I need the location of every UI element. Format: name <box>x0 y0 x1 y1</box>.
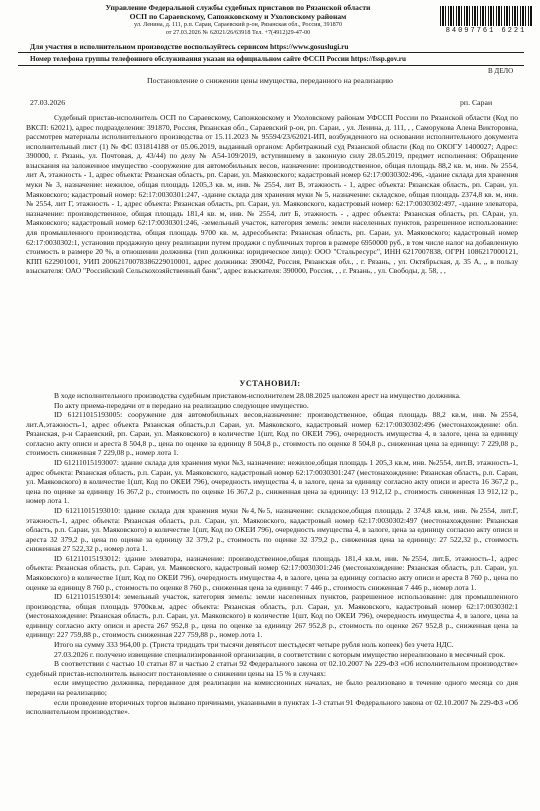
paragraph: В ходе исполнительного производства судебным приставом-исполнителем 28.08.2025 наложен арест на имущество должника. <box>54 391 461 400</box>
paragraph: ID 61211015193012: здание элеватора, назначение: производственное,общая площадь 181,4 кв.м, инв. №2554, лит.Б, этажность-1, адрес объекта: Рязанская область, р.п. Сараи, ул. Маяковского, кадастровый номер 62:17:0030301:246 (местонахождение: Рязанская область, р.п. Сараи, ул. Маяковского) в количестве 1(шт, Код по ОКЕИ 796), очередность имущества 4, в залоге, цена за единицу согласно акту описи и ареста 8 760 р., цена по оценке за единицу 8 760 р., стоимость по оценке 8 760 р., сниженная цена за единицу: 7 446 р., стоимость сниженная 7 446 р., номер лота 1. <box>26 553 518 592</box>
gosuslugi-notice: Для участия в исполнительном производстве воспользуйтесь сервисом https://www.gosuslugi.ru <box>30 42 349 51</box>
barcode <box>440 6 532 26</box>
agency-header <box>18 4 458 36</box>
document-number-phone: от 27.03.2026 № 62021/26/63918 Тел. +7(4912)29-47-00 <box>165 28 311 36</box>
findings-section <box>26 391 518 717</box>
paragraph: ID 61211015193005: сооружение для автомобильных весов,назначение: производственное, общая площадь 88,2 кв.м, инв.№2554, лит.А,этажность-1, адрес объекта Рязанская область,р.п Сараи, ул. Маяковского, кадастровый номер 62:17:0030302:496 (местонахождение: обл. Рязанская, р-н Сараевский, рп. Сараи, ул. Маяковского) в количестве 1(шт, Код по ОКЕИ 796), очередность имущества 4, в залоге, цена за единицу согласно акту описи и ареста 8 504,8 р., цена по оценке за единицу 8 504,8 р., стоимость по оценке 8 504,8 р., сниженная цена за единицу: 7 229,08 р., стоимость сниженная 7 229,08 р., номер лота 1. <box>26 410 518 458</box>
hotline-notice: Номер телефона группы телефонного обслуживания указан на официальном сайте ФССП России https://fssp.gov.ru <box>30 55 406 63</box>
paragraph: ID 61211015193010: здание склада для хранения муки №4,№5, назначение: складское,общая площадь 2 374,8 кв.м, инв. №2554, лит.Г, этажность-1, адрес объекта: Рязанская область, р.п. Сараи, ул. Маяковского, кадастровый номер 62:17:0030302:497 (местонахождение: Рязанская область, р.п. Сараи, ул. Маяковского) в количестве 1(шт, Код по ОКЕИ 796), очередность имущества 4, в залоге, цена за единицу согласно акту описи и ареста 32 379,2 р., цена по оценке за единицу 32 379,2 р., стоимость по оценке 32 379,2 р., сниженная цена за единицу: 27 522,32 р., стоимость сниженная 27 522,32 р., номер лота 1. <box>26 505 518 554</box>
filing-stamp: В ДЕЛО <box>488 67 514 75</box>
document-title: Постановление о снижении цены имущества, переданного на реализацию <box>147 76 393 85</box>
divider <box>18 52 524 53</box>
paragraph: По акту приема-передачи от в передано на реализацию следующее имущество. <box>54 400 309 410</box>
paragraph: если имущество должника, переданное для реализации на комиссионных началах, не было реализовано в течение одного месяца со дня передачи на реализацию; <box>26 678 518 697</box>
paragraph: ID 61211015193007: здание склада для хранения муки №3, назначение: нежилое,общая площадь 1 205,3 кв.м, инв. №2554, лит.В, этажность-1, адрес объекта: Рязанская область, р.п. Сараи, ул. Маяковского, кадастровый номер 62:17:0030301:247 (местонахождение: Рязанская область, р.п. Сараи, ул. Маяковского) в количестве 1(шт, Код по ОКЕИ 796), очередность имущества 4, в залоге, цена за единицу согласно акту описи и ареста 16 367,2 р., цена по оценке за единицу 16 367,2 р., стоимость по оценке 16 367,2 р., сниженная цена за единицу: 13 912,12 р., стоимость сниженная 13 912,12 р., номер лота 1. <box>26 458 518 506</box>
department-address: ул. Ленина, д. 111, р.п. Сараи, Сараевский р-он, Рязанская обл., Россия, 391870 <box>134 21 342 29</box>
barcode-number: 84097761 6221 <box>445 27 527 35</box>
ustanovil-heading: УСТАНОВИЛ: <box>239 379 301 388</box>
agency-name: Управление Федеральной службы судебных приставов по Рязанской области <box>105 3 371 12</box>
paragraph: 27.03.2026 г. получено извещение специализированной организации, в соответствии с которым имущество нереализовано в месячный срок. <box>54 649 506 659</box>
paragraph: ID 61211015193014: земельный участок, категория земель: земли населенных пунктов, разрешенное использование: для промышленного производства, общая площадь 9700кв.м, адрес объекта: Рязанская область, р.п. Сараи, ул. Маяковского, кадастровый номер 62:17:0030302:1 (местонахождение: Рязанская область, р.п. Сараи, ул. Маяковского) в количестве 1(шт, Код по ОКЕИ 796), очередность имущества 4, в залоге, цена за единицу согласно акту описи и ареста 267 952,8 р., цена по оценке за единицу 267 952,8 р., стоимость по оценке 267 952,8 р., сниженная цена за единицу: 227 759,88 р., стоимость сниженная 227 759,88 р., номер лота 1. <box>26 592 518 640</box>
divider <box>18 65 524 66</box>
intro-paragraph <box>26 113 518 276</box>
paragraph: Итого на сумму 333 964,00 р. (Триста тридцать три тысячи девятьсот шестьдесят четыре рубля ноль копеек) без учета НДС. <box>54 640 454 650</box>
intro-text: Судебный пристав-исполнитель ОСП по Сараевскому, Сапожковскому и Ухоловскому районам УФССП России по Рязанской области (Код по ВКСП: 62021), адрес подразделения: 391870, Россия, Рязанская обл., Сараевский р-он, рп. Сараи, , ул. Ленина, д. 111, , , Самоpукова Алена Викторовна, рассмотрев материалы исполнительного производства от 15.11.2023 № 95594/23/62021-ИП, возбужденного на основании исполнительного документа исполнительный лист (1) № ФС 031814188 от 05.06.2019, выданный органом: Арбитражный суд Рязанской области (Код по ОКОГУ 1400027; Адрес: 390000, г. Рязань, ул. Почтовая, д. 43/44) по делу № А54-109/2019, вступившему в законную силу 28.05.2019, предмет исполнения: Обращение взыскания на заложенное имущество -сооружение для автомобильных весов, назначение: производственное, общая площадь 88,2 кв. м, инв. № 2554, лит А, этажность - 1, адрес объекта: Рязанская область, рп. Сараи, ул. Маяковского; кадастровый номер 62:17:0030302:496, -здание склада для хранения муки № 3, назначение: нежилое, общая площадь 1205,3 кв. м, инв. № 2554, лит В, этажность - 1, адрес объекта: Рязанская область, рп. Сараи, ул. Маяковского; кадастровый номер: 62:17:0030301:247, -здание склада для хранения муки № 5, назначение: складское, общая площадь 2374,8 кв. м, инв. № 2554, лит Г, этажность - 1, адрес объекта: Рязанская область, рп. Сараи, ул. Маяковского, кадастровый номер: 62:17:0030302:497, -здание элеватора, назначение: производственное, общая площадь 181,4 кв. м, инв. № 2554, лит Б, этажность - , адрес объекта: Рязанская область, рп. САраи, ул. Маяковского; кадастровый номер 62:17:0030301:246, -земельный участок, категория земель: земли населенных пунктов, разрешенное использование: для промышленного производства, общая площадь 9700 кв. м, адресобъекта: Рязанская область, рп. Сараи, ул. Маяковского; кадастровый номер 62:17:0030302:1, установив продажную цену реализации путем продажи с публичных торгов в размере 6950000 руб., в том числе налог на добавленную стоимость в размере 20 %, в отношении должника (тип должника: юридическое лицо): ООО "Стальресурс", ИНН 6217007838, ОГРН 1086217000121, КПП 622901001, УИП 20062170078386229010001, адрес должника: 390042, Россия, Рязанская обл., , г. Рязань, , ул. Октябрьская, д. 35 А, ,, в пользу взыскателя: ОАО "Российский Сельскохозяйственный банк", адрес взыскателя: 390000, Россия, , , г. Рязань, , ул. Свободы, д. 58, , , <box>26 113 518 276</box>
paragraph: В соответствии с частью 10 статьи 87 и частью 2 статьи 92 Федерального закона от 02.10.2007 № 229-ФЗ «Об исполнительном производстве» судебный пристав-исполнитель выносит постановление о снижении цены на 15 % в случаях: <box>26 659 518 678</box>
paragraph: если проведение вторичных торгов вызвано причинами, указанными в пунктах 1-3 статьи 91 Федерального закона от 02.10.2007 № 229-ФЗ «Об исполнительном производстве». <box>26 697 518 717</box>
department-name: ОСП по Сараевскому, Сапожковскому и Ухоловскому районам <box>129 11 347 21</box>
document-date: 27.03.2026 <box>30 98 66 107</box>
document-city: рп. Сараи <box>460 98 493 107</box>
